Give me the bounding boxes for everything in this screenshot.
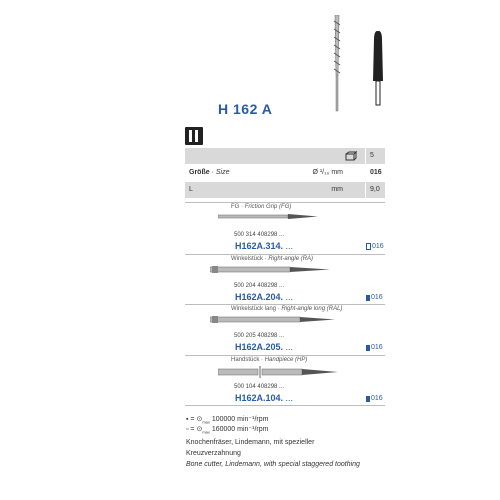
length-row bbox=[185, 182, 385, 198]
size-row bbox=[185, 165, 385, 181]
speed-icon bbox=[366, 243, 371, 250]
size-badge: 016 bbox=[366, 243, 384, 250]
order-number: H162A.204. ... bbox=[235, 292, 294, 302]
speed-legend-1: ▪ = $⊙_{max}$ 100000 min⁻¹/rpm bbox=[186, 416, 269, 425]
filled-marker-icon: ▪ = ⊙ bbox=[186, 416, 203, 423]
divider bbox=[185, 355, 385, 356]
pack-value: 5 bbox=[370, 152, 374, 159]
article-code: 500 205 408298 ... bbox=[234, 333, 285, 339]
drill-twist-icon bbox=[334, 15, 340, 111]
order-number: H162A.104. ... bbox=[235, 393, 294, 403]
bur-outline-icon bbox=[373, 31, 383, 105]
size-label: Größe · Size bbox=[189, 169, 230, 176]
size-unit: Ø ¹/₁₀ mm bbox=[312, 169, 343, 176]
col-separator bbox=[365, 182, 366, 198]
order-number: H162A.314. ... bbox=[235, 241, 294, 251]
ral-shank-icon bbox=[210, 314, 340, 326]
article-code: 500 204 408298 ... bbox=[234, 283, 285, 289]
description-en: Bone cutter, Lindemann, with special staggered toothing bbox=[186, 461, 360, 468]
order-number: H162A.205. ... bbox=[235, 342, 294, 352]
article-code: 500 104 408298 ... bbox=[234, 384, 285, 390]
size-badge: 016 bbox=[366, 294, 383, 301]
bur-product-image bbox=[325, 15, 405, 115]
length-label: L bbox=[189, 186, 193, 193]
length-unit: mm bbox=[331, 186, 343, 193]
size-label-en: Size bbox=[215, 169, 230, 176]
col-separator bbox=[365, 148, 366, 164]
description bbox=[186, 437, 386, 470]
product-title: H 162 A bbox=[218, 101, 273, 117]
divider bbox=[185, 405, 385, 406]
variant-label: Handstück · Handpiece (HP) bbox=[231, 357, 308, 363]
divider bbox=[185, 254, 385, 255]
speed-icon bbox=[366, 396, 370, 402]
description-de-1: Knochenfräser, Lindemann, mit spezieller bbox=[186, 439, 315, 446]
ra-shank-icon bbox=[210, 264, 340, 276]
variant-label: FG · Friction Grip (FG) bbox=[231, 204, 292, 210]
speed-legend-2: ▫ = $⊙_{max}$ 160000 min⁻¹/rpm bbox=[186, 426, 269, 435]
package-icon bbox=[345, 151, 357, 161]
size-value: 016 bbox=[370, 169, 382, 176]
hp-shank-icon bbox=[218, 365, 348, 379]
variant-label: Winkelstück · Right-angle (RA) bbox=[231, 256, 314, 262]
divider bbox=[185, 304, 385, 305]
size-badge: 016 bbox=[366, 395, 383, 402]
size-label-de: Größe bbox=[189, 169, 210, 176]
article-code: 500 314 408298 ... bbox=[234, 232, 285, 238]
length-value: 9,0 bbox=[370, 186, 380, 193]
variant-label: Winkelstück lang · Right-angle long (RAL) bbox=[231, 306, 343, 312]
pack-row bbox=[185, 148, 385, 164]
description-de-2: Kreuzverzahnung bbox=[186, 450, 241, 457]
speed-icon bbox=[366, 295, 370, 301]
divider bbox=[185, 202, 385, 203]
brand-logo-icon bbox=[185, 127, 203, 145]
size-badge: 016 bbox=[366, 344, 383, 351]
outline-marker-icon: ▫ = ⊙ bbox=[186, 426, 203, 433]
speed-icon bbox=[366, 345, 370, 351]
fg-shank-icon bbox=[218, 212, 338, 222]
